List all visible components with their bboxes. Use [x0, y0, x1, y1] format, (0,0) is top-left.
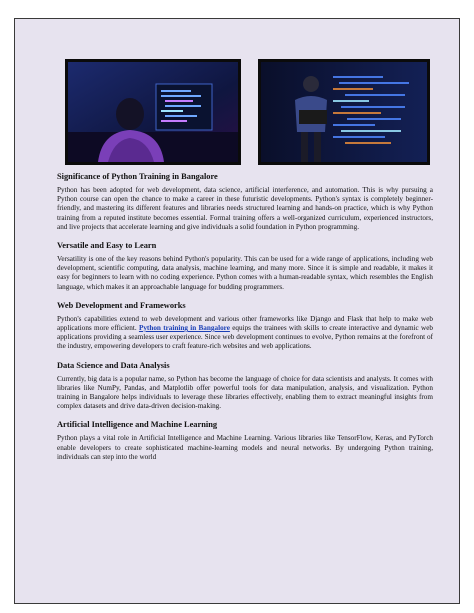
- section-paragraph: Versatility is one of the key reasons behind Python's popularity. This can be used for a wide range of applications, including web development, scientific computing, data analysis, machine learning, and many more. Since it is simple and readable, it makes it easy for beginners to learn with no coding experience. Python comes with a human-readable syntax, which resembles the English language, which makes it an approachable language for budding programmers.: [57, 255, 433, 291]
- article-body: [57, 171, 433, 470]
- paragraph-text: equips the trainees with skills to create interactive and dynamic web applications providing a seamless user experience. Since web development continues to evolve, Python remains at the forefront of the industry, empowering developers to craft feature-rich websites and web applications.: [57, 324, 433, 351]
- section-heading: Data Science and Data Analysis: [57, 360, 170, 370]
- section-paragraph: Python plays a vital role in Artificial Intelligence and Machine Learning. Various libraries like TensorFlow, Keras, and PyTorch enable developers to create sophisticated machine-learning models and neural networks. By undergoing Python training, individuals can step into the world: [57, 434, 433, 461]
- section-heading: Significance of Python Training in Bangalore: [57, 172, 218, 181]
- person-at-computer-photo: [65, 59, 241, 165]
- header-images: [65, 59, 430, 179]
- paragraph-text: Python's capabilities extend to web development and various other frameworks like Django and Flask that help to make web applications more efficient.: [57, 314, 433, 333]
- section-paragraph: Python has been adopted for web development, data science, artificial interference, and automation. This is why pursuing a Python course can open the chance to make a career in these futuristic developments. Python's syntax is completely beginner-friendly, and mastering its different features and libraries needs structured learning and hands-on practice, which is why Python training from a reputed institute becomes essential. Formal training offers a well-organized curriculum, experienced instructors, and live projects that accelerate learning and give individuals a solid foundation in Python programming.: [57, 186, 433, 231]
- section-paragraph: [57, 315, 433, 352]
- document-page: [14, 18, 460, 604]
- person-at-computer-icon: [68, 62, 238, 162]
- person-with-laptop-code-photo: [258, 59, 430, 165]
- section-heading: Artificial Intelligence and Machine Learning: [57, 420, 218, 430]
- python-training-link[interactable]: Python training in Bangalore: [138, 324, 230, 333]
- section-paragraph: Currently, big data is a popular name, so Python has become the language of choice for data scientists and analysts. It comes with libraries like NumPy, Pandas, and Matplotlib offer powerful tools for data manipulation, analysis, and visualization. Python training in Bangalore helps individuals to leverage these libraries effectively, enabling them to extract meaningful insights from complex datasets and drive data-driven decision-making.: [57, 374, 433, 411]
- section-heading: Web Development and Frameworks: [57, 300, 186, 310]
- person-with-laptop-icon: [261, 62, 427, 162]
- section-heading: Versatile and Easy to Learn: [57, 241, 157, 251]
